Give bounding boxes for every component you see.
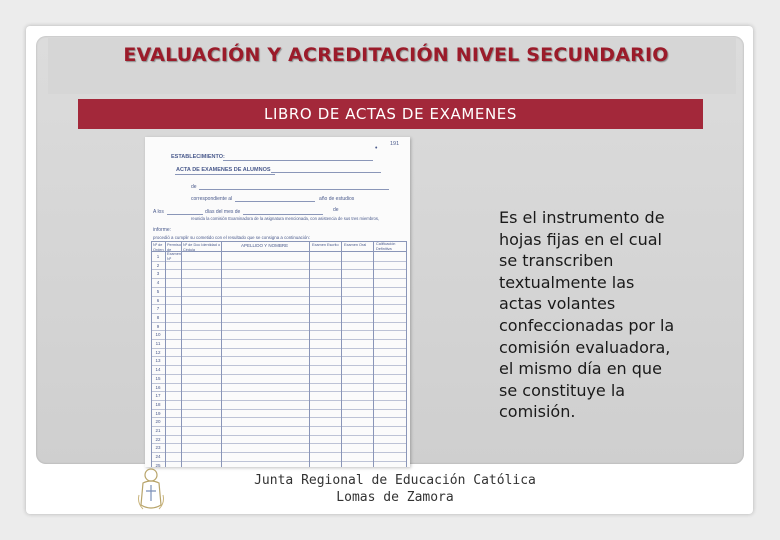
description-line: hojas fijas en el cual [499, 229, 662, 249]
form-row-number: 4 [156, 280, 160, 286]
form-row-line [151, 426, 407, 427]
form-row-line [151, 278, 407, 279]
col-header-orden: Nº de Orden [153, 243, 164, 252]
form-row-number: 1 [156, 254, 160, 259]
description-line: comisión. [499, 402, 576, 422]
form-row-number: 6 [156, 297, 160, 303]
form-row-number: 9 [156, 323, 160, 329]
form-correspondiente: correspondiente al [191, 196, 233, 202]
form-row-number: 13 [155, 358, 161, 364]
form-dias: días del mes de [205, 209, 241, 215]
form-row-line [151, 400, 407, 401]
form-row-number: 11 [155, 341, 161, 346]
footer-line-1: Junta Regional de Educación Católica [254, 473, 536, 488]
section-banner: LIBRO DE ACTAS DE EXAMENES [78, 99, 703, 129]
description-line: Es el instrumento de [499, 208, 665, 227]
form-row-number: 5 [156, 288, 160, 294]
form-row-line [151, 261, 407, 262]
form-row-number: 16 [155, 384, 161, 390]
description-text [499, 207, 709, 423]
form-row-number: 25 [155, 462, 161, 467]
form-row-number: 10 [155, 332, 161, 338]
form-row-line [151, 435, 407, 436]
page-number: 191 [390, 141, 400, 147]
form-a-los: A los [153, 209, 164, 215]
form-row-number: 18 [155, 401, 161, 407]
acta-form-image: 191 ESTABLECIMIENTO: • ACTA DE EXAMENES DE ALUMNOS de correspondiente al año de estudios A los días del mes de de reunida la comisión Examinadora de la asignatura mencionada, con asistencia de sus tres miembros, informe: procedió a cumplir su cometido con el resultado que se consigna a continuación: Nº de Orden Permiso de Examen Nº Nº de Doc Identidad o Cédula APELLIDO Y NOMBRE Examen Escrito Examen Oral Calificación Definitiva 1 2 3 4 5 6 7 8 9 10 11 12 13 14 15 16 17 18 19 20 21 22 23 24 25 [145, 137, 410, 467]
form-row-line [151, 330, 407, 331]
form-row-line [151, 287, 407, 288]
footer-text [230, 472, 560, 506]
form-row-line [151, 461, 407, 462]
col-header-oral: Examen Oral [344, 243, 367, 247]
form-establecimiento: ESTABLECIMIENTO: [171, 154, 225, 160]
col-header-permiso: Permiso de Examen Nº [167, 243, 181, 261]
description-line: textualmente las [499, 272, 635, 292]
description-line: el mismo día en que [499, 359, 662, 379]
form-row-line [151, 365, 407, 366]
form-row-line [151, 417, 407, 418]
form-row-number: 7 [156, 306, 160, 312]
form-row-line [151, 296, 407, 297]
form-anio: año de estudios [319, 196, 355, 202]
col-header-apellido: APELLIDO Y NOMBRE [241, 243, 289, 248]
description-line: confeccionadas por la [499, 315, 675, 335]
col-header-documento: Nº de Doc Identidad o Cédula [183, 243, 221, 252]
form-row-number: 12 [155, 349, 161, 355]
form-row-number: 2 [156, 262, 160, 268]
form-row-line [151, 322, 407, 323]
description-line: se constituye la [499, 380, 626, 400]
description-line: actas volantes [499, 294, 616, 314]
col-header-escrito: Examen Escrito [312, 243, 339, 247]
form-row-number: 19 [155, 410, 161, 416]
footer-line-2: Lomas de Zamora [336, 490, 454, 505]
form-informe: informe: [153, 227, 172, 233]
form-row-number: 15 [155, 375, 161, 381]
description-line: comisión evaluadora, [499, 337, 671, 357]
form-row-number: 20 [155, 419, 161, 425]
form-row-number: 23 [155, 445, 161, 451]
form-row-line [151, 383, 407, 384]
form-row-number: 24 [155, 454, 161, 460]
slide-title: EVALUACIÓN Y ACREDITACIÓN NIVEL SECUNDARIO [123, 44, 669, 66]
form-row-line [151, 374, 407, 375]
form-row-number: 14 [155, 367, 161, 373]
form-row-line [151, 313, 407, 314]
form-row-line [151, 304, 407, 305]
form-row-number: 22 [155, 436, 161, 442]
form-row-line [151, 348, 407, 349]
description-line: se transcriben [499, 251, 614, 271]
form-row-line [151, 339, 407, 340]
form-row-number: 8 [156, 314, 160, 320]
form-row-line [151, 452, 407, 453]
form-procedio: procedió a cumplir su cometido con el resultado que se consigna a continuación: [153, 235, 310, 240]
form-row-line [151, 356, 407, 357]
form-de2: de [333, 207, 339, 213]
form-row-line [151, 443, 407, 444]
form-row-number: 21 [155, 428, 161, 433]
col-header-calificacion: Calificación Definitiva [376, 242, 396, 251]
form-acta-title: ACTA DE EXAMENES DE ALUMNOS [176, 167, 271, 173]
form-row-line [151, 391, 407, 392]
form-de: de [191, 184, 197, 190]
form-row-line [151, 409, 407, 410]
form-row-number: 17 [155, 393, 161, 399]
form-row-number: 3 [156, 271, 160, 277]
form-reunida: reunida la comisión Examinadora de la asignatura mencionada, con asistencia de sus tres miembros, [191, 216, 380, 221]
form-row-line [151, 269, 407, 270]
